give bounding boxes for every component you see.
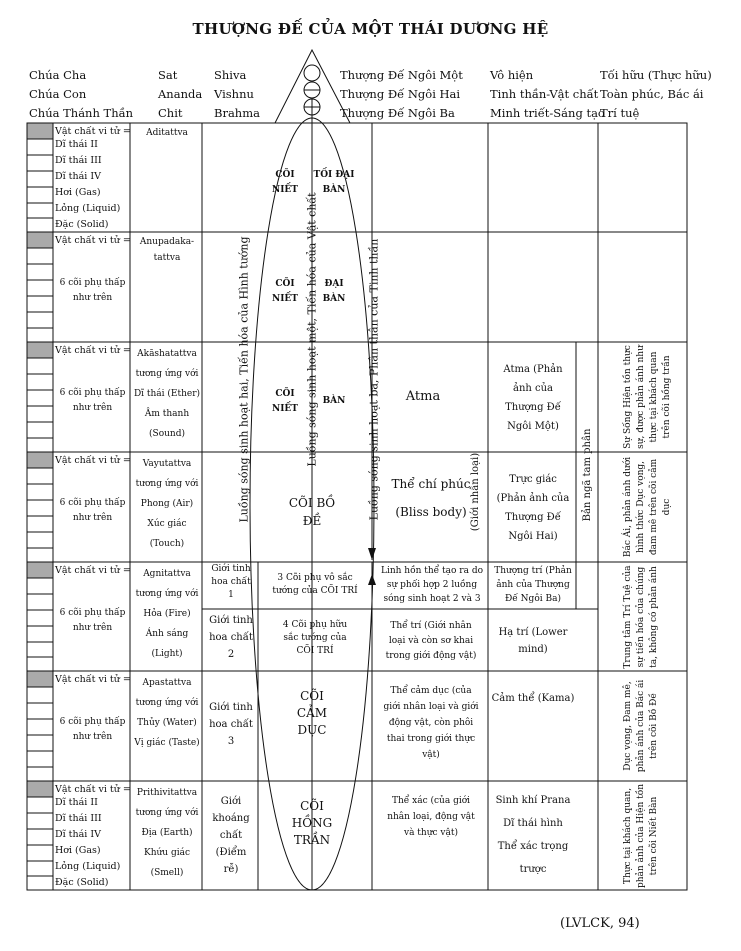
reflection-label: Thượng Đế bbox=[505, 512, 561, 523]
plane-name: CÕI bbox=[300, 689, 324, 703]
matter-head: Vật chất vi tử = bbox=[55, 345, 131, 356]
subplane-label: Lỏng (Liquid) bbox=[55, 203, 121, 214]
triad-label: Bản ngã tam phân bbox=[582, 428, 593, 522]
reflection-label: ảnh của Thượng bbox=[496, 580, 570, 590]
wave-three-label: Luồng sóng sinh hoạt ba, Phân thân của Tinh thần bbox=[367, 238, 381, 521]
header-attribute: Tối hữu (Thực hữu) bbox=[600, 68, 712, 82]
tattva-label: Apastattva bbox=[142, 678, 192, 688]
subplane-label: Đặc (Solid) bbox=[55, 219, 109, 230]
kingdom-label: hoa chất bbox=[211, 577, 251, 587]
reflection-label: trược bbox=[519, 864, 547, 875]
header-lord: Chúa Thánh Thần bbox=[29, 106, 134, 120]
body-name: Linh hồn thể tạo ra do bbox=[380, 566, 484, 576]
right-column-text: Dục vọng, Đam mê, phản ánh của Bác ái trên cõi Bồ Đề bbox=[623, 679, 659, 773]
kingdom-label: 1 bbox=[228, 590, 234, 600]
tattva-label: Dĩ thái (Ether) bbox=[133, 389, 201, 399]
body-name: Thể xác (của giới bbox=[391, 796, 471, 806]
tattva-label: Hỏa (Fire) bbox=[143, 609, 191, 619]
subplanes-note: 6 cõi phụ thấp bbox=[59, 498, 126, 508]
header-sat: Chit bbox=[158, 106, 183, 120]
citation: (LVLCK, 94) bbox=[560, 916, 640, 931]
plane-name: BÀN bbox=[322, 396, 346, 406]
header-deity: Brahma bbox=[214, 106, 260, 120]
tattva-label: Địa (Earth) bbox=[141, 828, 193, 838]
plane-name: CÕI bbox=[300, 799, 324, 813]
kingdom-label: hoa chất bbox=[209, 632, 253, 643]
kingdom-label: khoáng bbox=[212, 813, 250, 824]
subplanes-note: 6 cõi phụ thấp bbox=[59, 278, 126, 288]
reflection-label: Atma (Phản bbox=[503, 364, 563, 375]
body-name: loại và còn sơ khai bbox=[388, 636, 474, 646]
matter-head: Vật chất vi tử = bbox=[55, 235, 131, 246]
tattva-label: Xúc giác bbox=[147, 519, 187, 529]
header-attribute: Toàn phúc, Bác ái bbox=[600, 87, 704, 101]
subplanes-note: như trên bbox=[72, 732, 113, 742]
plane-name: 3 Cõi phụ vô sắc bbox=[277, 573, 353, 583]
kingdom-label: Giới tinh bbox=[211, 564, 251, 574]
page-title: THƯỢNG ĐẾ CỦA MỘT THÁI DƯƠNG HỆ bbox=[192, 20, 549, 38]
subplane-label: Hơi (Gas) bbox=[55, 187, 101, 198]
body-name: sự phối hợp 2 luồng bbox=[386, 580, 478, 590]
tattva-label: tương ứng với bbox=[135, 808, 199, 818]
plane-name: ĐẠI bbox=[324, 279, 344, 289]
reflection-label: Dĩ thái hình bbox=[503, 818, 563, 829]
plane-name: CẢM bbox=[296, 706, 328, 720]
header-aspect: Thượng Đế Ngôi Một bbox=[340, 68, 463, 82]
kingdom-label: 2 bbox=[227, 649, 235, 660]
reflection-label: Thể xác trọng bbox=[497, 841, 569, 852]
plane-name: 4 Cõi phụ hữu bbox=[282, 620, 348, 630]
plane-name: CÕI bbox=[275, 389, 295, 399]
tattva-label: (Touch) bbox=[149, 539, 185, 549]
body-name: (Bliss body) bbox=[395, 505, 467, 519]
body-name: Thể trí (Giới nhân bbox=[390, 621, 472, 631]
body-name: Thể cảm dục (của bbox=[390, 686, 472, 696]
body-name: sóng sinh hoạt 2 và 3 bbox=[383, 594, 481, 604]
kingdom-label: hoa chất bbox=[209, 719, 253, 730]
tattva-label: Agnitattva bbox=[143, 569, 191, 579]
plane-name: DỤC bbox=[297, 723, 327, 737]
kingdom-label: 3 bbox=[227, 736, 235, 747]
body-name: và thực vật) bbox=[404, 828, 458, 838]
kingdom-label: chất bbox=[219, 830, 243, 841]
tattva-label: tương ứng với bbox=[135, 479, 199, 489]
reflection-label: Đế Ngôi Ba) bbox=[505, 594, 561, 604]
tattva-label: tương ứng với bbox=[135, 589, 199, 599]
subplanes-note: như trên bbox=[72, 623, 113, 633]
plane-name: TỐI ĐẠI bbox=[313, 170, 355, 180]
plane-name: BÀN bbox=[322, 185, 346, 195]
body-name: trong giới động vật) bbox=[385, 651, 477, 661]
tattva-label: tattva bbox=[153, 253, 181, 263]
subplane-label: Dĩ thái IV bbox=[55, 829, 101, 840]
body-name: động vật, còn phôi bbox=[388, 718, 474, 728]
tattva-label: tương ứng với bbox=[135, 698, 199, 708]
reflection-label: Hạ trí (Lower bbox=[498, 627, 568, 638]
tattva-label: Aditattva bbox=[146, 128, 188, 138]
plane-name: CÕI bbox=[275, 279, 295, 289]
kingdom-label: Giới tinh bbox=[209, 615, 253, 626]
subplane-label: Dĩ thái II bbox=[55, 797, 98, 808]
tattva-label: (Light) bbox=[151, 649, 183, 659]
body-name: vật) bbox=[422, 750, 440, 760]
right-column-text: Trung tâm Trí Tuệ của sự tiến hóa của chúng ta, không có phản ánh bbox=[623, 565, 659, 669]
wave-two-label: Luồng sóng sinh hoạt hai, Tiến hóa của Hình tướng bbox=[237, 236, 251, 523]
body-name: giới nhân loại và giới bbox=[383, 702, 479, 712]
subplane-label: Dĩ thái II bbox=[55, 139, 98, 150]
matter-head: Vật chất vi tử = bbox=[55, 565, 131, 576]
matter-head: Vật chất vi tử = bbox=[55, 126, 131, 137]
reflection-label: Sinh khí Prana bbox=[495, 795, 571, 806]
plane-name: NIẾT bbox=[272, 294, 298, 304]
plane-name: sắc tướng của bbox=[283, 633, 347, 643]
plane-name: NIẾT bbox=[272, 185, 298, 195]
right-column-text: Thực tại khách quan, phản ảnh của Hiện tồn trên cõi Niết Bàn bbox=[623, 783, 659, 889]
tattva-label: Vị giác (Taste) bbox=[134, 738, 200, 748]
header-attribute: Trí tuệ bbox=[600, 106, 640, 120]
human-kingdom-label: (Giới nhân loại) bbox=[470, 452, 481, 532]
header-quality: Tinh thần-Vật chất bbox=[490, 87, 599, 101]
tattva-label: tương ứng với bbox=[135, 369, 199, 379]
subplanes-note: 6 cõi phụ thấp bbox=[59, 388, 126, 398]
matter-head: Vật chất vi tử = bbox=[55, 674, 131, 685]
reflection-label: Thượng Đế bbox=[505, 402, 561, 413]
kingdom-label: Giới bbox=[220, 796, 242, 807]
plane-name: HỒNG bbox=[291, 816, 333, 830]
plane-name: CÕI bbox=[275, 170, 295, 180]
plane-name: CÕI BỒ bbox=[288, 496, 336, 510]
header-quality: Minh triết-Sáng tạo bbox=[490, 106, 605, 120]
subplanes-note: như trên bbox=[72, 293, 113, 303]
subplane-label: Hơi (Gas) bbox=[55, 845, 101, 856]
header-aspect: Thượng Đế Ngôi Hai bbox=[340, 87, 461, 101]
subplane-label: Lỏng (Liquid) bbox=[55, 861, 121, 872]
tattva-label: Vayutattva bbox=[142, 459, 192, 469]
matter-head: Vật chất vi tử = bbox=[55, 784, 131, 795]
tattva-label: (Sound) bbox=[149, 429, 185, 439]
right-column-text: Sự Sống Hiện tồn thực sự, được phản ánh như thực tại khách quan trên cõi hồng trần bbox=[623, 345, 672, 449]
plane-name: CÕI TRÍ bbox=[296, 646, 334, 656]
reflection-label: Cảm thể (Kama) bbox=[491, 693, 575, 704]
subplane-label: Đặc (Solid) bbox=[55, 877, 109, 888]
body-name: Atma bbox=[405, 389, 441, 404]
tattva-label: Thủy (Water) bbox=[137, 718, 197, 728]
subplanes-note: 6 cõi phụ thấp bbox=[59, 717, 126, 727]
tattva-label: Akāshatattva bbox=[137, 349, 197, 359]
tattva-label: Khứu giác bbox=[143, 848, 191, 858]
plane-name: BÀN bbox=[322, 294, 346, 304]
subplane-label: Dĩ thái IV bbox=[55, 171, 101, 182]
tattva-label: Anupadaka- bbox=[139, 237, 195, 247]
body-name: nhân loại, động vật bbox=[387, 812, 475, 822]
reflection-label: (Phản ảnh của bbox=[496, 493, 570, 504]
plane-name: tướng của CÕI TRÍ bbox=[272, 586, 358, 596]
reflection-label: Thượng trí (Phản bbox=[494, 566, 572, 576]
reflection-label: ảnh của bbox=[512, 383, 554, 394]
tattva-label: Âm thanh bbox=[144, 409, 190, 419]
subplanes-note: như trên bbox=[72, 403, 113, 413]
body-name: Thể chí phúc bbox=[391, 477, 471, 491]
kingdom-label: Giới tinh bbox=[209, 702, 253, 713]
tattva-label: Prithivitattva bbox=[136, 788, 198, 798]
tattva-label: (Smell) bbox=[150, 868, 184, 878]
subplane-label: Dĩ thái III bbox=[55, 813, 102, 824]
subplanes-note: như trên bbox=[72, 513, 113, 523]
plane-name: ĐỀ bbox=[302, 514, 322, 528]
header-quality: Vô hiện bbox=[490, 68, 534, 82]
header-sat: Ananda bbox=[158, 87, 203, 101]
tattva-label: Ánh sáng bbox=[145, 629, 189, 639]
body-name: thai trong giới thực bbox=[386, 734, 476, 744]
header-deity: Vishnu bbox=[214, 87, 254, 101]
header-sat: Sat bbox=[158, 68, 178, 82]
header-deity: Shiva bbox=[214, 68, 247, 82]
header-lord: Chúa Cha bbox=[29, 68, 87, 82]
right-column-text: Bác Ái, phản ánh dưới hình thức Dục vọng, đam mê trên cõi cảm dục bbox=[623, 456, 672, 558]
subplanes-note: 6 cõi phụ thấp bbox=[59, 608, 126, 618]
reflection-label: Trực giác bbox=[509, 474, 557, 485]
reflection-label: Ngôi Một) bbox=[507, 421, 559, 432]
matter-head: Vật chất vi tử = bbox=[55, 455, 131, 466]
kingdom-label: rễ) bbox=[223, 864, 239, 875]
tattva-label: Phong (Air) bbox=[140, 499, 194, 509]
kingdom-label: (Điểm bbox=[215, 847, 247, 858]
wave-one-label: Luồng sóng sinh hoạt một, Tiến hóa của Vật chất bbox=[305, 192, 319, 467]
reflection-label: Ngôi Hai) bbox=[508, 531, 558, 542]
subplane-label: Dĩ thái III bbox=[55, 155, 102, 166]
plane-name: NIẾT bbox=[272, 404, 298, 414]
header-lord: Chúa Con bbox=[29, 87, 87, 101]
reflection-label: mind) bbox=[518, 644, 548, 655]
plane-name: TRẦN bbox=[293, 833, 331, 847]
header-aspect: Thượng Đế Ngôi Ba bbox=[340, 106, 455, 120]
